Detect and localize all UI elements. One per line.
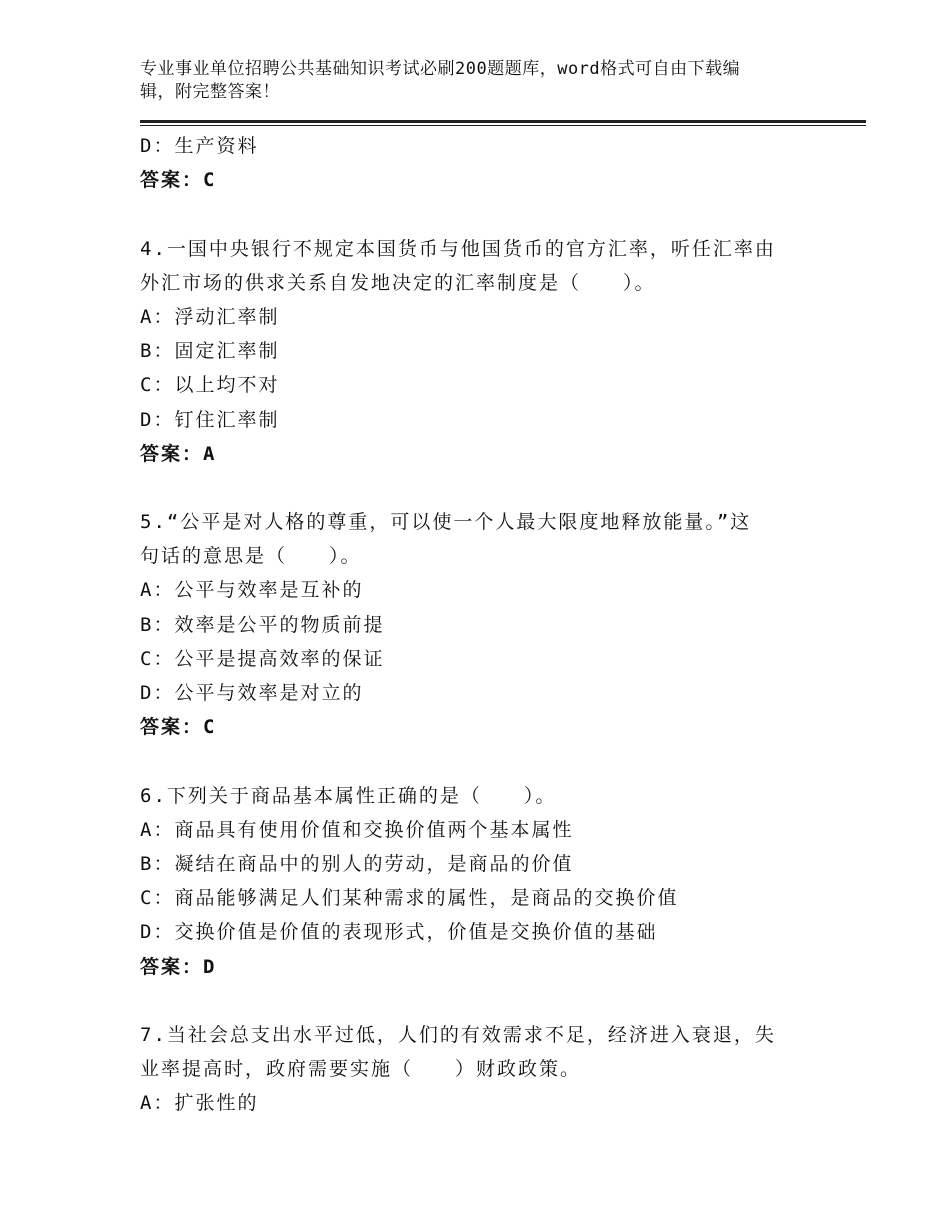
question-block — [140, 232, 820, 471]
answer: 答案：A — [140, 442, 217, 465]
question-block — [140, 1018, 820, 1121]
option-b: B：固定汇率制 — [140, 340, 280, 363]
spacer — [140, 471, 820, 505]
page-header — [140, 58, 800, 104]
header-rule-thin — [140, 125, 866, 126]
option-a: A：浮动汇率制 — [140, 305, 280, 328]
option-d: D：钉住汇率制 — [140, 408, 280, 431]
option-b: B：效率是公平的物质前提 — [140, 613, 385, 636]
option-d: D：公平与效率是对立的 — [140, 682, 364, 704]
answer: 答案：C — [140, 716, 217, 739]
answer: 答案：C — [140, 169, 217, 192]
question-stem: 6.下列关于商品基本属性正确的是（ ）。 — [140, 784, 557, 807]
option-d: D：生产资料 — [140, 135, 259, 157]
question-block — [140, 779, 820, 984]
document-body — [140, 129, 820, 1120]
header-rule-thick — [140, 120, 866, 123]
option-c: C：商品能够满足人们某种需求的属性，是商品的交换价值 — [140, 887, 679, 910]
spacer — [140, 197, 820, 231]
question-stem: 句话的意思是（ ）。 — [140, 545, 362, 568]
option-b: B：凝结在商品中的别人的劳动，是商品的价值 — [140, 852, 574, 875]
question-block — [140, 505, 820, 744]
question-stem: 7.当社会总支出水平过低，人们的有效需求不足，经济进入衰退，失 — [140, 1023, 776, 1046]
option-a: A：公平与效率是互补的 — [140, 579, 364, 602]
question-stem: 外汇市场的供求关系自发地决定的汇率制度是（ ）。 — [140, 271, 656, 294]
question-stem: 5.“公平是对人格的尊重，可以使一个人最大限度地释放能量。”这 — [140, 511, 752, 534]
question-stem: 4.一国中央银行不规定本国货币与他国货币的官方汇率，听任汇率由 — [140, 237, 776, 260]
header-line-2: 辑，附完整答案！ — [140, 82, 280, 102]
option-c: C：以上均不对 — [140, 374, 280, 397]
option-a: A：商品具有使用价值和交换价值两个基本属性 — [140, 818, 574, 841]
option-c: C：公平是提高效率的保证 — [140, 647, 385, 670]
header-line-1: 专业事业单位招聘公共基础知识考试必刷200题题库，word格式可自由下载编 — [140, 59, 741, 79]
option-d: D：交换价值是价值的表现形式，价值是交换价值的基础 — [140, 921, 658, 944]
spacer — [140, 984, 820, 1018]
spacer — [140, 744, 820, 778]
answer: 答案：D — [140, 955, 217, 978]
option-a: A：扩张性的 — [140, 1092, 259, 1115]
question-stem: 业率提高时，政府需要实施（ ）财政政策。 — [140, 1058, 582, 1081]
